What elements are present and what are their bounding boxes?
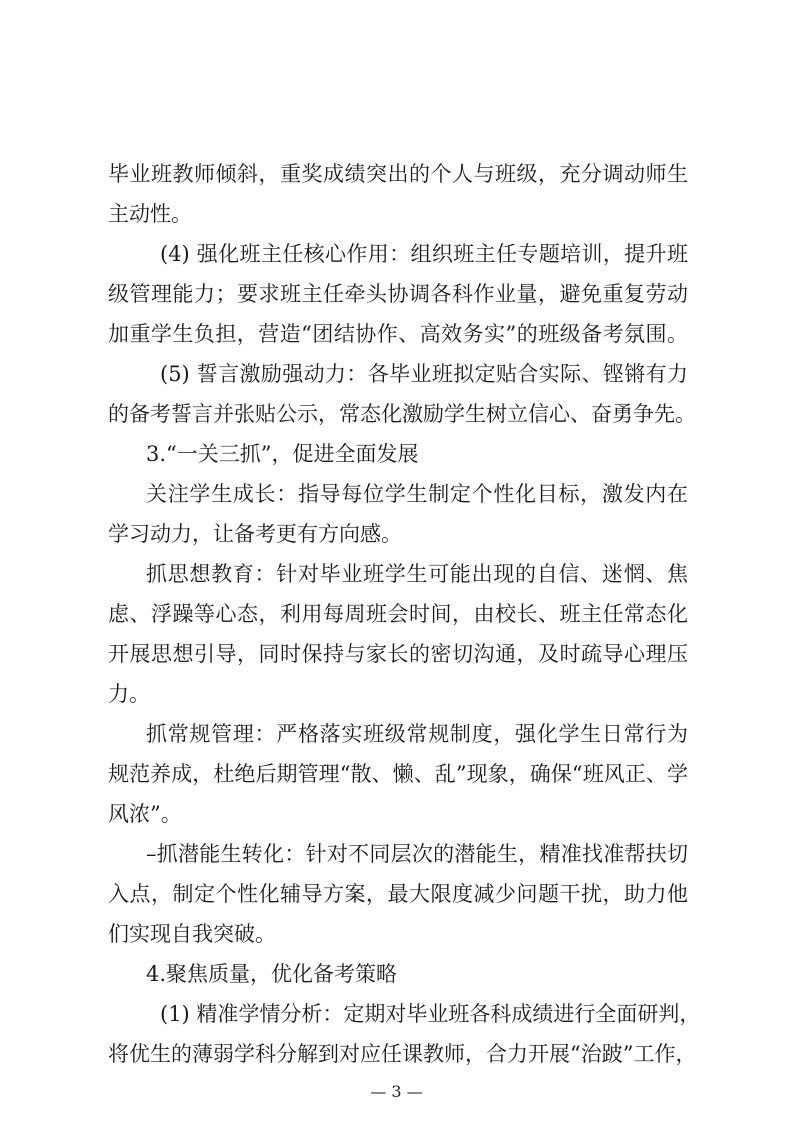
text-line: 主动性。 xyxy=(108,202,192,226)
text-line: 加重学生负担，营造“团结协作、高效务实”的班级备考氛围。 xyxy=(108,322,688,346)
text-line: 学习动力，让备考更有方向感。 xyxy=(108,522,402,546)
text-line: 力。 xyxy=(108,682,150,706)
section-heading: 4.聚焦质量，优化备考策略 xyxy=(146,962,398,986)
text-line: 虑、浮躁等心态，利用每周班会时间，由校长、班主任常态化 xyxy=(108,602,688,626)
text-line: 关注学生成长：指导每位学生制定个性化目标，激发内在 xyxy=(146,482,688,506)
text-line: 将优生的薄弱学科分解到对应任课教师，合力开展“治跛”工作， xyxy=(108,1042,697,1066)
text-line: 级管理能力；要求班主任牵头协调各科作业量，避免重复劳动 xyxy=(108,282,688,306)
text-line: 的备考誓言并张贴公示，常态化激励学生树立信心、奋勇争先。 xyxy=(108,402,696,426)
section-heading: 3.“一关三抓”，促进全面发展 xyxy=(146,442,419,466)
text-line: (1) 精准学情分析：定期对毕业班各科成绩进行全面研判， xyxy=(160,1002,701,1026)
text-line: 风浓”。 xyxy=(108,802,182,826)
text-line: (4) 强化班主任核心作用：组织班主任专题培训，提升班 xyxy=(160,242,688,266)
text-line: 入点，制定个性化辅导方案，最大限度减少问题干扰，助力他 xyxy=(108,882,688,906)
text-line: 毕业班教师倾斜，重奖成绩突出的个人与班级，充分调动师生 xyxy=(108,162,688,186)
page-number: — 3 — xyxy=(370,1082,423,1101)
text-line: 抓常规管理：严格落实班级常规制度，强化学生日常行为 xyxy=(146,722,688,746)
text-line: (5) 誓言激励强动力：各毕业班拟定贴合实际、铿锵有力 xyxy=(160,362,688,386)
text-line: –抓潜能生转化：针对不同层次的潜能生，精准找准帮扶切 xyxy=(146,842,688,866)
text-line: 规范养成，杜绝后期管理“散、懒、乱”现象，确保“班风正、学 xyxy=(108,762,688,786)
text-line: 们实现自我突破。 xyxy=(108,922,276,946)
text-line: 开展思想引导，同时保持与家长的密切沟通，及时疏导心理压 xyxy=(108,642,688,666)
text-line: 抓思想教育：针对毕业班学生可能出现的自信、迷惘、焦 xyxy=(146,562,688,586)
